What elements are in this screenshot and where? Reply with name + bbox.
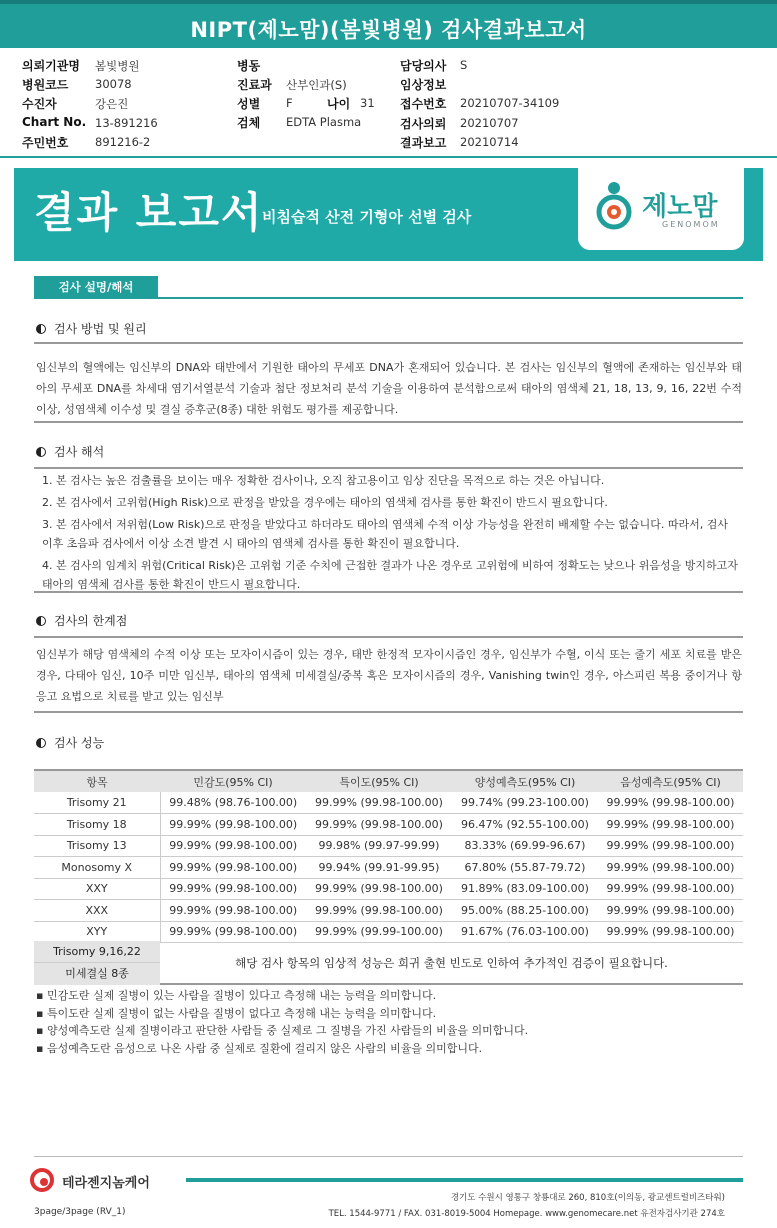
list-item: 1. 본 검사는 높은 검출률을 보이는 매우 정확한 검사이나, 오직 참고용이고 임상 진단을 목적으로 하는 것은 아닙니다. bbox=[42, 474, 605, 487]
table-cell: 99.99% (99.98-100.00) bbox=[598, 792, 743, 814]
table-cell: 99.99% (99.98-100.00) bbox=[160, 921, 306, 943]
doctor-label: 담당의사 bbox=[400, 59, 447, 73]
limited-item: 미세결실 8종 bbox=[34, 963, 160, 985]
table-cell: 99.99% (99.99-100.00) bbox=[306, 921, 452, 943]
report-title: NIPT(제노맘)(봄빛병원) 검사결과보고서 bbox=[190, 18, 587, 42]
table-cell: 99.99% (99.98-100.00) bbox=[598, 814, 743, 836]
table-cell: 99.99% (99.98-100.00) bbox=[598, 878, 743, 900]
list-item: 3. 본 검사에서 저위험(Low Risk)으로 판정을 받았다고 하더라도 태아의 염색체 수적 이상 가능성을 완전히 배제할 수는 없습니다. 따라서, 검사 이후 초음파 검사에서 이상 소견 발견 시 태아의 염색체 검사를 통한 확진이 필요합니다. bbox=[42, 518, 729, 550]
age-value: 31 bbox=[360, 96, 375, 110]
half-circle-icon bbox=[36, 447, 46, 457]
institution-value: 봄빛병원 bbox=[95, 59, 140, 73]
company-address: 경기도 수원시 영통구 창룡대로 260, 810호(이의동, 광교센트럴비즈타워) bbox=[450, 1193, 725, 1203]
department-label: 진료과 bbox=[237, 78, 272, 92]
receipt-no-value: 20210707-34109 bbox=[460, 96, 560, 110]
banner-subtitle: 비침습적 산전 기형아 선별 검사 bbox=[262, 208, 472, 226]
footer-divider bbox=[34, 1156, 743, 1157]
company-name: 테라젠지놈케어 bbox=[62, 1176, 150, 1191]
resident-no-value: 891216-2 bbox=[95, 135, 151, 149]
table-cell: 99.99% (99.98-100.00) bbox=[306, 900, 452, 922]
limitations-heading bbox=[36, 612, 127, 629]
section-divider bbox=[34, 297, 743, 299]
report-date-value: 20210714 bbox=[460, 135, 519, 149]
company-mark-icon bbox=[30, 1168, 54, 1192]
recipient-label: 수진자 bbox=[22, 97, 57, 111]
table-cell: 99.99% (99.98-100.00) bbox=[160, 814, 306, 836]
doctor-value: S bbox=[460, 58, 468, 72]
divider bbox=[34, 591, 743, 593]
method-text: 임신부의 혈액에는 임신부의 DNA와 태반에서 기원한 태아의 무세포 DNA가 혼재되어 있습니다. 본 검사는 임신부의 혈액에 존재하는 임신부와 태아의 무세포 DNA를 차세대 염기서열분석 기술과 첨단 정보처리 분석 기술을 이용하여 분석함으로써 태아의 염색체 21, 18, 13, 9, 16, 22번 수적 이상, 성염색체 이수성 및 결실 증후군(8종) 대한 위험도 평가를 제공합니다. bbox=[36, 361, 742, 416]
chart-no-label: Chart No. bbox=[22, 115, 87, 129]
divider bbox=[34, 636, 743, 638]
department-value: 산부인과(S) bbox=[286, 78, 347, 92]
interpretation-heading bbox=[36, 443, 104, 460]
table-cell: Trisomy 13 bbox=[34, 835, 160, 857]
half-circle-icon bbox=[36, 616, 46, 626]
column-header: 양성예측도(95% CI) bbox=[452, 770, 598, 792]
table-cell: 96.47% (92.55-100.00) bbox=[452, 814, 598, 836]
logo-name: 제노맘 bbox=[642, 192, 718, 222]
table-cell: XXX bbox=[34, 900, 160, 922]
report-date-label: 결과보고 bbox=[400, 136, 447, 150]
table-cell: 99.99% (99.98-100.00) bbox=[160, 900, 306, 922]
table-cell: 91.67% (76.03-100.00) bbox=[452, 921, 598, 943]
sex-value: F bbox=[286, 96, 293, 110]
genomom-mark-icon bbox=[594, 180, 634, 232]
table-row bbox=[34, 900, 743, 922]
table-cell: 99.98% (99.97-99.99) bbox=[306, 835, 452, 857]
report-title-bar bbox=[0, 0, 777, 48]
receipt-no-label: 접수번호 bbox=[400, 97, 447, 111]
divider bbox=[34, 711, 743, 713]
performance-heading bbox=[36, 734, 104, 751]
column-header: 음성예측도(95% CI) bbox=[598, 770, 743, 792]
table-header-row bbox=[34, 770, 743, 792]
divider bbox=[34, 342, 743, 344]
clinical-info-label: 임상정보 bbox=[400, 78, 447, 92]
table-cell: 99.99% (99.98-100.00) bbox=[306, 792, 452, 814]
table-cell: XXY bbox=[34, 878, 160, 900]
method-heading bbox=[36, 320, 147, 337]
recipient-value: 강은진 bbox=[95, 97, 129, 111]
logo-subtitle: GENOMOM bbox=[662, 220, 720, 229]
table-cell: 67.80% (55.87-79.72) bbox=[452, 857, 598, 879]
banner-title: 결과 보고서 bbox=[34, 188, 264, 237]
footer-accent-bar bbox=[186, 1178, 743, 1182]
divider bbox=[34, 467, 743, 469]
institution-label: 의뢰기관명 bbox=[22, 59, 80, 73]
column-header: 항목 bbox=[34, 770, 160, 792]
patient-info bbox=[0, 52, 777, 158]
table-cell: 99.99% (99.98-100.00) bbox=[160, 857, 306, 879]
resident-no-label: 주민번호 bbox=[22, 136, 69, 150]
table-row bbox=[34, 921, 743, 943]
table-cell: Trisomy 21 bbox=[34, 792, 160, 814]
table-cell: 95.00% (88.25-100.00) bbox=[452, 900, 598, 922]
specimen-value: EDTA Plasma bbox=[286, 115, 362, 129]
table-cell: 83.33% (69.99-96.67) bbox=[452, 835, 598, 857]
column-header: 민감도(95% CI) bbox=[160, 770, 306, 792]
request-date-label: 검사의뢰 bbox=[400, 117, 447, 131]
column-header: 특이도(95% CI) bbox=[306, 770, 452, 792]
table-cell: 99.99% (99.98-100.00) bbox=[306, 814, 452, 836]
table-cell: 91.89% (83.09-100.00) bbox=[452, 878, 598, 900]
table-cell: Trisomy 18 bbox=[34, 814, 160, 836]
list-item: 2. 본 검사에서 고위험(High Risk)으로 판정을 받았을 경우에는 태아의 염색체 검사를 통한 확진이 반드시 필요합니다. bbox=[42, 496, 608, 509]
performance-table bbox=[34, 769, 743, 943]
list-item: 4. 본 검사의 임계치 위험(Critical Risk)은 고위험 기준 수치에 근접한 결과가 나온 경우로 고위험에 비하여 정확도는 낮으나 위음성을 방지하고자 태아의 염색체 검사를 통한 확진이 반드시 필요합니다. bbox=[42, 559, 738, 591]
hospital-code-label: 병원코드 bbox=[22, 78, 69, 92]
table-cell: 99.48% (98.76-100.00) bbox=[160, 792, 306, 814]
table-row bbox=[34, 878, 743, 900]
table-row bbox=[34, 792, 743, 814]
performance-heading-text: 검사 성능 bbox=[54, 736, 105, 750]
ward-label: 병동 bbox=[237, 59, 261, 73]
limitations-heading-text: 검사의 한계점 bbox=[54, 614, 128, 628]
method-heading-text: 검사 방법 및 원리 bbox=[54, 322, 147, 336]
section-tab: 검사 설명/해석 bbox=[34, 276, 158, 298]
table-cell: 99.99% (99.98-100.00) bbox=[598, 921, 743, 943]
table-cell: XYY bbox=[34, 921, 160, 943]
table-cell: Monosomy X bbox=[34, 857, 160, 879]
table-cell: 99.99% (99.98-100.00) bbox=[598, 857, 743, 879]
half-circle-icon bbox=[36, 738, 46, 748]
hospital-code-value: 30078 bbox=[95, 77, 132, 91]
table-cell: 99.99% (99.98-100.00) bbox=[160, 835, 306, 857]
table-cell: 99.74% (99.23-100.00) bbox=[452, 792, 598, 814]
page-number: 3page/3page (RV_1) bbox=[34, 1207, 126, 1217]
limitations-text: 임신부가 해당 염색체의 수적 이상 또는 모자이시즘이 있는 경우, 태반 한정적 모자이시즘인 경우, 임신부가 수혈, 이식 또는 줄기 세포 치료를 받은 경우, 다태아 임신, 10주 미만 임신부, 태아의 염색체 미세결실/중복 혹은 모자이시즘의 경우, Vanishing twin인 경우, 아스피린 복용 중이거나 항 응고 요법으로 치료를 받고 있는 임신부 bbox=[36, 648, 742, 703]
report-banner bbox=[14, 168, 763, 261]
definition-item: ▪ 민감도란 실제 질병이 있는 사람을 질병이 있다고 측정해 내는 능력을 의미합니다. bbox=[36, 989, 437, 1002]
age-label: 나이 bbox=[327, 97, 351, 111]
table-cell: 99.99% (99.98-100.00) bbox=[160, 878, 306, 900]
limited-items-row bbox=[34, 941, 743, 985]
specimen-label: 검체 bbox=[237, 116, 261, 130]
definition-item: ▪ 특이도란 실제 질병이 없는 사람을 질병이 없다고 측정해 내는 능력을 의미합니다. bbox=[36, 1006, 437, 1020]
interpretation-list bbox=[42, 471, 742, 597]
company-contact: TEL. 1544-9771 / FAX. 031-8019-5004 Homepage. www.genomecare.net 유전자검사기관 274호 bbox=[328, 1209, 725, 1219]
genomom-logo bbox=[578, 168, 744, 250]
company-logo bbox=[30, 1168, 200, 1194]
table-cell: 99.99% (99.98-100.00) bbox=[306, 878, 452, 900]
definition-item: ▪ 음성예측도란 음성으로 나온 사람 중 실제로 질환에 걸리지 않은 사람의 비율을 의미합니다. bbox=[36, 1041, 483, 1055]
table-row bbox=[34, 857, 743, 879]
definitions bbox=[36, 987, 528, 1057]
definition-item: ▪ 양성예측도란 실제 질병이라고 판단한 사람들 중 실제로 그 질병을 가진 사람들의 비율을 의미합니다. bbox=[36, 1024, 529, 1037]
sex-label: 성별 bbox=[237, 97, 261, 111]
interpretation-heading-text: 검사 해석 bbox=[54, 445, 105, 459]
request-date-value: 20210707 bbox=[460, 116, 519, 130]
limited-note: 해당 검사 항목의 임상적 성능은 희귀 출현 빈도로 인하여 추가적인 검증이 필요합니다. bbox=[235, 956, 668, 970]
table-cell: 99.99% (99.98-100.00) bbox=[598, 835, 743, 857]
table-cell: 99.94% (99.91-99.95) bbox=[306, 857, 452, 879]
table-row bbox=[34, 835, 743, 857]
half-circle-icon bbox=[36, 324, 46, 334]
table-row bbox=[34, 814, 743, 836]
chart-no-value: 13-891216 bbox=[95, 116, 158, 130]
table-cell: 99.99% (99.98-100.00) bbox=[598, 900, 743, 922]
divider bbox=[34, 421, 743, 423]
limited-item: Trisomy 9,16,22 bbox=[34, 941, 160, 963]
